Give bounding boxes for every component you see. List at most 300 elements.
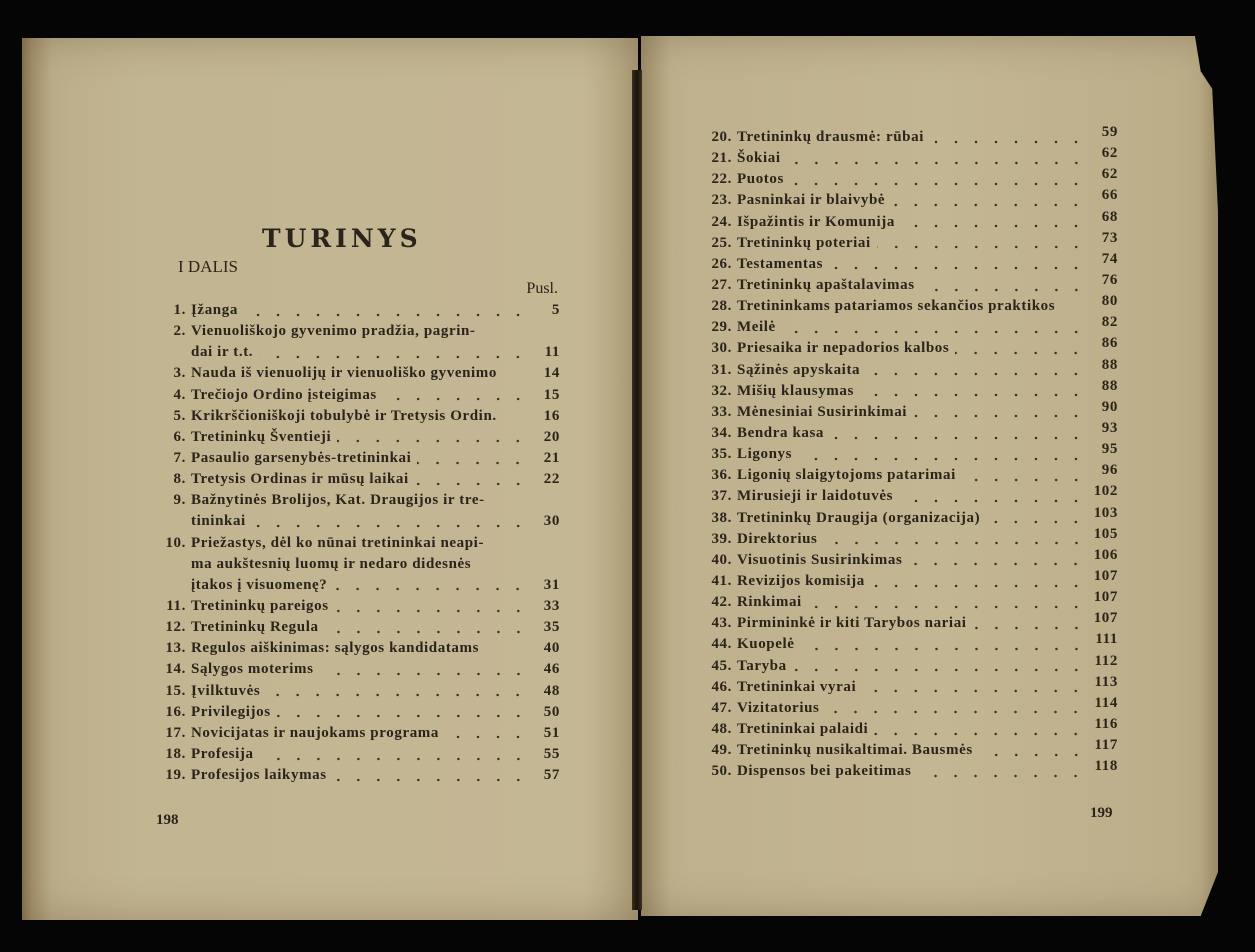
toc-entry bbox=[150, 744, 560, 765]
dot-leader bbox=[790, 182, 1086, 186]
toc-entry-line bbox=[696, 631, 1118, 655]
dot-leader bbox=[417, 461, 528, 465]
toc-entry bbox=[696, 166, 1118, 190]
entry-title: Visuotinis Susirinkimas bbox=[737, 551, 903, 568]
toc-entry-line bbox=[150, 638, 560, 659]
dot-leader bbox=[333, 778, 528, 782]
dot-leader bbox=[979, 753, 1086, 757]
entry-number: 31. bbox=[711, 361, 732, 378]
entry-page: 112 bbox=[1094, 652, 1118, 669]
entry-page: 116 bbox=[1094, 715, 1118, 732]
toc-entry-line bbox=[150, 533, 560, 554]
entry-number: 35. bbox=[711, 446, 732, 463]
entry-page: 21 bbox=[543, 449, 560, 466]
entry-title: Mėnesiniai Susirinkimai bbox=[737, 403, 908, 420]
entry-title: Sąžinės apyskaita bbox=[737, 361, 861, 378]
dot-leader bbox=[824, 541, 1087, 545]
entry-number: 37. bbox=[711, 488, 732, 505]
toc-entry bbox=[696, 250, 1118, 275]
entry-number: 20. bbox=[711, 129, 732, 145]
dot-leader bbox=[793, 668, 1086, 672]
toc-entry bbox=[150, 469, 560, 490]
toc-entry-line bbox=[696, 589, 1118, 613]
toc-entry-line bbox=[150, 575, 560, 596]
entry-number: 30. bbox=[711, 340, 732, 357]
entry-number: 8. bbox=[173, 471, 186, 488]
entry-page: 22 bbox=[543, 471, 560, 488]
toc-entry-line bbox=[696, 314, 1118, 338]
toc-entry bbox=[696, 694, 1118, 719]
dot-leader bbox=[901, 224, 1086, 228]
entry-number: 21. bbox=[711, 150, 732, 167]
entry-title: Įžanga bbox=[191, 302, 238, 318]
entry-page: 117 bbox=[1094, 737, 1118, 754]
entry-number: 34. bbox=[711, 424, 732, 441]
page-number-right: 199 bbox=[1090, 805, 1113, 821]
entry-page: 59 bbox=[1101, 124, 1118, 140]
entry-page: 88 bbox=[1101, 356, 1118, 373]
entry-title: Taryba bbox=[737, 657, 787, 674]
contents-title: TURINYS bbox=[262, 224, 422, 253]
entry-number: 13. bbox=[165, 640, 186, 657]
entry-number: 24. bbox=[711, 213, 732, 230]
dot-leader bbox=[383, 397, 528, 401]
dot-leader bbox=[259, 355, 528, 359]
toc-entry-line bbox=[150, 490, 560, 511]
entry-page: 86 bbox=[1101, 335, 1118, 352]
entry-page: 57 bbox=[543, 767, 560, 784]
entry-page: 50 bbox=[543, 703, 560, 720]
toc-entry bbox=[696, 546, 1118, 571]
entry-number: 44. bbox=[711, 636, 732, 653]
entry-page: 103 bbox=[1093, 504, 1118, 521]
entry-title: Tretininkų apaštalavimas bbox=[737, 276, 915, 293]
toc-entry-line bbox=[150, 765, 560, 786]
entry-title: Išpažintis ir Komunija bbox=[737, 213, 895, 230]
entry-title: Dispensos bei pakeitimas bbox=[737, 763, 912, 780]
entry-page: 11 bbox=[544, 344, 560, 361]
dot-leader bbox=[808, 605, 1086, 609]
entry-title: Pasninkai ir blaivybė bbox=[737, 192, 886, 209]
dot-leader bbox=[244, 313, 528, 317]
toc-entry-line bbox=[150, 427, 560, 448]
toc-entry-line bbox=[150, 617, 560, 638]
entry-number: 50. bbox=[711, 763, 732, 780]
entry-page: 33 bbox=[543, 597, 560, 614]
entry-number: 38. bbox=[711, 509, 732, 526]
toc-entry bbox=[150, 702, 560, 723]
toc-entry bbox=[150, 681, 560, 702]
entry-page: 113 bbox=[1094, 673, 1118, 690]
entry-page: 93 bbox=[1101, 419, 1118, 436]
entry-title: Tretininkų Regula bbox=[191, 619, 319, 636]
entry-page: 111 bbox=[1095, 631, 1118, 648]
entry-page: 62 bbox=[1101, 166, 1118, 183]
toc-entry bbox=[150, 448, 560, 469]
toc-entry-line bbox=[150, 300, 560, 321]
entry-number: 41. bbox=[711, 572, 732, 589]
toc-list-left bbox=[150, 300, 560, 786]
entry-page: 68 bbox=[1101, 208, 1118, 225]
toc-entry bbox=[696, 419, 1118, 444]
toc-entry-line bbox=[696, 715, 1118, 740]
entry-page: 46 bbox=[543, 661, 560, 678]
dot-leader bbox=[320, 672, 528, 676]
entry-page: 96 bbox=[1101, 462, 1118, 479]
entry-title: Tretininkai palaidi bbox=[737, 720, 869, 737]
toc-entry-line bbox=[696, 145, 1118, 169]
entry-number: 45. bbox=[711, 657, 732, 674]
toc-entry-line bbox=[696, 546, 1118, 571]
dot-leader bbox=[325, 630, 528, 634]
toc-entry bbox=[150, 638, 560, 659]
dot-leader bbox=[445, 735, 528, 739]
toc-entry-line bbox=[150, 659, 560, 680]
toc-entry-line bbox=[696, 229, 1118, 254]
toc-entry-line bbox=[150, 342, 560, 363]
entry-number: 12. bbox=[165, 619, 186, 636]
entry-title: Profesija bbox=[191, 745, 254, 762]
toc-entry-line bbox=[150, 363, 560, 384]
entry-number: 15. bbox=[165, 682, 186, 699]
entry-page: 62 bbox=[1101, 145, 1118, 162]
entry-title: Tretininkų Draugija (organizacija) bbox=[737, 509, 981, 526]
entry-number: 16. bbox=[165, 703, 186, 720]
entry-number: 39. bbox=[711, 530, 732, 547]
toc-entry bbox=[150, 490, 560, 532]
dot-leader bbox=[962, 478, 1086, 482]
toc-entry-line bbox=[696, 208, 1118, 233]
entry-title: Vienuoliškojo gyvenimo pradžia, pagrin- bbox=[191, 323, 476, 340]
dot-leader bbox=[899, 499, 1086, 503]
entry-page: 106 bbox=[1093, 546, 1118, 563]
dot-leader bbox=[277, 714, 528, 718]
dot-leader bbox=[333, 587, 528, 591]
dot-leader bbox=[930, 140, 1086, 144]
toc-entry-line bbox=[696, 441, 1118, 465]
toc-entry-line bbox=[696, 462, 1118, 486]
entry-number: 11. bbox=[166, 597, 186, 614]
entry-number: 36. bbox=[711, 467, 732, 484]
entry-page: 20 bbox=[543, 428, 560, 445]
dot-leader bbox=[787, 161, 1086, 165]
entry-title: Bažnytinės Brolijos, Kat. Draugijos ir tre- bbox=[191, 492, 485, 509]
toc-entry bbox=[696, 483, 1118, 507]
toc-entry-line bbox=[150, 723, 560, 744]
entry-title: Regulos aiškinimas: sąlygos kandidatams bbox=[191, 640, 480, 657]
entry-title: ma aukštesnių luomų ir nedaro didesnės bbox=[191, 555, 472, 572]
entry-page: 80 bbox=[1101, 293, 1118, 310]
entry-number: 9. bbox=[173, 492, 186, 509]
entry-number: 4. bbox=[173, 386, 186, 403]
toc-entry bbox=[696, 567, 1118, 592]
entry-title: Trečiojo Ordino įsteigimas bbox=[191, 386, 377, 403]
toc-entry bbox=[696, 293, 1118, 317]
entry-number: 7. bbox=[173, 449, 186, 466]
entry-page: 74 bbox=[1101, 250, 1118, 267]
toc-entry-line bbox=[696, 483, 1118, 507]
dot-leader bbox=[252, 524, 528, 528]
toc-entry-line bbox=[150, 321, 560, 342]
toc-entry bbox=[696, 145, 1118, 169]
entry-page: 73 bbox=[1101, 229, 1118, 246]
entry-title: Vizitatorius bbox=[737, 699, 820, 716]
dot-leader bbox=[829, 266, 1086, 270]
toc-entry-line bbox=[696, 166, 1118, 190]
entry-number: 25. bbox=[711, 234, 732, 251]
toc-entry-line bbox=[696, 737, 1118, 761]
toc-entry bbox=[696, 229, 1118, 254]
toc-entry bbox=[150, 363, 560, 384]
dot-leader bbox=[337, 439, 528, 443]
dot-leader bbox=[801, 647, 1086, 651]
entry-number: 17. bbox=[165, 724, 186, 741]
dot-leader bbox=[986, 520, 1086, 524]
entry-number: 47. bbox=[711, 699, 732, 716]
toc-entry-line bbox=[150, 744, 560, 765]
page-column-header: Pusl. bbox=[526, 280, 558, 297]
entry-title: Tretininkų pareigos bbox=[191, 597, 329, 614]
entry-title: Ligonių slaigytojoms patarimai bbox=[737, 467, 956, 484]
toc-entry-line bbox=[150, 406, 560, 427]
entry-title: Tretysis Ordinas ir mūsų laikai bbox=[191, 471, 409, 488]
entry-page: 105 bbox=[1093, 525, 1118, 542]
entry-number: 40. bbox=[711, 551, 732, 568]
entry-number: 43. bbox=[711, 615, 732, 632]
dot-leader bbox=[908, 562, 1086, 566]
toc-entry-line bbox=[150, 681, 560, 702]
entry-title: įtakos į visuomenę? bbox=[191, 576, 328, 593]
entry-title: Pirmininkė ir kiti Tarybos nariai bbox=[737, 615, 967, 632]
toc-entry bbox=[150, 596, 560, 617]
entry-number: 32. bbox=[711, 382, 732, 399]
dot-leader bbox=[955, 351, 1086, 355]
entry-number: 3. bbox=[173, 365, 186, 382]
entry-title: Tretininkai vyrai bbox=[737, 678, 857, 695]
toc-entry-line bbox=[150, 448, 560, 469]
dot-leader bbox=[260, 757, 528, 761]
entry-number: 28. bbox=[711, 298, 732, 315]
dot-leader bbox=[830, 436, 1086, 440]
toc-entry bbox=[150, 723, 560, 744]
entry-page: 107 bbox=[1093, 567, 1118, 584]
entry-title: Kuopelė bbox=[737, 636, 795, 653]
book-gutter bbox=[632, 70, 642, 910]
entry-title: Bendra kasa bbox=[737, 424, 825, 441]
entry-title: Pasaulio garsenybės-tretininkai bbox=[191, 449, 412, 466]
toc-entry bbox=[696, 314, 1118, 338]
entry-page: 15 bbox=[543, 386, 560, 403]
entry-title: Privilegijos bbox=[191, 703, 271, 720]
dot-leader bbox=[917, 774, 1086, 778]
entry-page: 31 bbox=[543, 576, 560, 593]
toc-entry-line bbox=[696, 377, 1118, 402]
toc-entry-line bbox=[150, 702, 560, 723]
entry-number: 10. bbox=[165, 534, 186, 551]
toc-entry bbox=[150, 659, 560, 680]
toc-entry bbox=[150, 385, 560, 406]
entry-number: 5. bbox=[173, 407, 186, 424]
toc-entry bbox=[696, 441, 1118, 465]
entry-page: 90 bbox=[1101, 398, 1118, 415]
dot-leader bbox=[798, 457, 1086, 461]
entry-page: 5 bbox=[551, 302, 560, 318]
entry-title: Direktorius bbox=[737, 530, 818, 547]
entry-number: 23. bbox=[711, 192, 732, 209]
entry-title: Įvilktuvės bbox=[191, 682, 261, 699]
entry-title: Priežastys, dėl ko nūnai tretininkai neapi- bbox=[191, 534, 485, 551]
entry-page: 40 bbox=[543, 640, 560, 657]
entry-page: 55 bbox=[543, 745, 560, 762]
toc-entry bbox=[150, 427, 560, 448]
toc-entry bbox=[150, 300, 560, 321]
entry-page: 16 bbox=[543, 407, 560, 424]
toc-entry-line bbox=[696, 335, 1118, 359]
toc-list-right bbox=[696, 124, 1118, 782]
toc-entry-line bbox=[696, 398, 1118, 423]
dot-leader bbox=[921, 288, 1086, 292]
toc-entry-line bbox=[696, 504, 1118, 529]
entry-page: 114 bbox=[1094, 694, 1118, 711]
entry-title: dai ir t.t. bbox=[191, 344, 254, 361]
toc-entry bbox=[150, 765, 560, 786]
toc-entry-line bbox=[150, 385, 560, 406]
entry-title: Tretininkų drausmė: rūbai bbox=[737, 129, 924, 145]
toc-entry bbox=[696, 335, 1118, 359]
dot-leader bbox=[862, 689, 1086, 693]
dot-leader bbox=[874, 732, 1086, 736]
entry-number: 46. bbox=[711, 678, 732, 695]
entry-number: 48. bbox=[711, 720, 732, 737]
entry-page: 95 bbox=[1101, 441, 1118, 458]
dot-leader bbox=[266, 693, 528, 697]
toc-entry bbox=[150, 617, 560, 638]
toc-entry-line bbox=[696, 250, 1118, 275]
entry-title: Ligonys bbox=[737, 446, 793, 463]
dot-leader bbox=[877, 245, 1086, 249]
toc-entry bbox=[696, 356, 1118, 381]
dot-leader bbox=[335, 609, 528, 613]
entry-title: Tretininkams patariamos sekančios praktikos bbox=[737, 298, 1056, 315]
dot-leader bbox=[860, 393, 1086, 397]
page-number-left: 198 bbox=[156, 812, 179, 828]
toc-entry-line bbox=[696, 567, 1118, 592]
toc-entry bbox=[696, 187, 1118, 211]
entry-page: 107 bbox=[1093, 589, 1118, 606]
entry-page: 118 bbox=[1094, 758, 1118, 775]
toc-entry bbox=[696, 737, 1118, 761]
entry-title: tininkai bbox=[191, 513, 246, 530]
entry-number: 42. bbox=[711, 594, 732, 611]
part-heading: I DALIS bbox=[178, 257, 238, 276]
toc-entry-line bbox=[150, 596, 560, 617]
entry-number: 26. bbox=[711, 255, 732, 272]
entry-page: 30 bbox=[543, 513, 560, 530]
entry-number: 18. bbox=[165, 745, 186, 762]
toc-entry-line bbox=[696, 610, 1118, 634]
toc-entry bbox=[696, 525, 1118, 550]
entry-title: Mišių klausymas bbox=[737, 382, 854, 399]
toc-entry-line bbox=[696, 356, 1118, 381]
entry-title: Tretininkų nusikaltimai. Bausmės bbox=[737, 742, 973, 759]
toc-entry-line bbox=[696, 419, 1118, 444]
entry-number: 33. bbox=[711, 403, 732, 420]
entry-title: Sąlygos moterims bbox=[191, 661, 314, 678]
toc-entry-line bbox=[696, 525, 1118, 550]
dot-leader bbox=[866, 372, 1086, 376]
entry-title: Novicijatas ir naujokams programa bbox=[191, 724, 439, 741]
toc-entry-line bbox=[696, 293, 1118, 317]
toc-entry bbox=[696, 715, 1118, 740]
entry-title: Rinkimai bbox=[737, 594, 802, 611]
toc-entry bbox=[696, 758, 1118, 782]
entry-number: 1. bbox=[173, 302, 186, 318]
dot-leader bbox=[973, 626, 1086, 630]
toc-entry bbox=[696, 504, 1118, 529]
entry-title: Krikrščioniškoji tobulybė ir Tretysis Ordin. bbox=[191, 407, 497, 424]
toc-entry-line bbox=[696, 694, 1118, 719]
entry-number: 29. bbox=[711, 319, 732, 336]
toc-entry bbox=[696, 462, 1118, 486]
entry-page: 14 bbox=[543, 365, 560, 382]
entry-page: 35 bbox=[543, 619, 560, 636]
entry-number: 6. bbox=[173, 428, 186, 445]
entry-title: Nauda iš vienuolijų ir vienuoliško gyvenimo bbox=[191, 365, 497, 382]
toc-entry bbox=[696, 398, 1118, 423]
toc-entry bbox=[696, 271, 1118, 296]
entry-title: Tretininkų poteriai bbox=[737, 234, 871, 251]
toc-entry-line bbox=[150, 469, 560, 490]
toc-entry bbox=[696, 377, 1118, 402]
toc-entry bbox=[150, 533, 560, 596]
entry-page: 107 bbox=[1093, 610, 1118, 627]
entry-number: 49. bbox=[711, 742, 732, 759]
toc-entry-line bbox=[696, 271, 1118, 296]
entry-title: Meilė bbox=[737, 319, 776, 336]
entry-page: 66 bbox=[1101, 187, 1118, 204]
toc-entry-line bbox=[150, 554, 560, 575]
entry-title: Profesijos laikymas bbox=[191, 767, 327, 784]
entry-page: 102 bbox=[1093, 483, 1118, 500]
entry-title: Priesaika ir nepadorios kalbos bbox=[737, 340, 950, 357]
entry-title: Revizijos komisija bbox=[737, 572, 865, 589]
entry-page: 82 bbox=[1101, 314, 1118, 331]
toc-entry bbox=[696, 631, 1118, 655]
toc-entry bbox=[696, 610, 1118, 634]
dot-leader bbox=[891, 203, 1086, 207]
entry-number: 27. bbox=[711, 276, 732, 293]
entry-number: 2. bbox=[173, 323, 186, 340]
entry-number: 14. bbox=[165, 661, 186, 678]
entry-title: Mirusieji ir laidotuvės bbox=[737, 488, 894, 505]
toc-entry bbox=[696, 208, 1118, 233]
toc-entry-line bbox=[696, 652, 1118, 677]
entry-title: Šokiai bbox=[737, 150, 781, 167]
toc-entry-line bbox=[150, 511, 560, 532]
entry-title: Testamentas bbox=[737, 255, 824, 272]
toc-entry bbox=[150, 321, 560, 363]
dot-leader bbox=[782, 330, 1086, 334]
entry-number: 22. bbox=[711, 171, 732, 188]
dot-leader bbox=[825, 710, 1086, 714]
dot-leader bbox=[415, 482, 528, 486]
entry-page: 88 bbox=[1101, 377, 1118, 394]
toc-entry bbox=[696, 652, 1118, 677]
toc-entry-line bbox=[696, 124, 1118, 148]
toc-entry-line bbox=[696, 187, 1118, 211]
toc-entry bbox=[696, 589, 1118, 613]
toc-entry-line bbox=[696, 673, 1118, 698]
